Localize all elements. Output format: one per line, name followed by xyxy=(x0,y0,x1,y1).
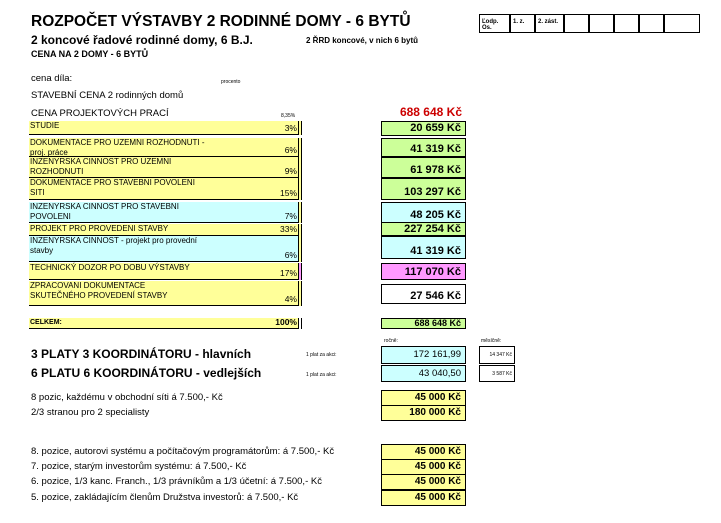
cost-row-value: 27 546 Kč xyxy=(381,284,466,304)
cost-row-label: DOKUMENTACE PRO STAVEBNI POVOLENI SITI xyxy=(30,178,195,197)
cost-row-pct: 6% xyxy=(284,250,297,260)
cost-row-label: ZPRACOVANI DOKUMENTACE SKUTEČNÉHO PROVEDENÍ STAVBY xyxy=(30,281,168,300)
header-cell[interactable] xyxy=(564,14,589,33)
cost-row-pct: 3% xyxy=(284,123,297,133)
position-value: 45 000 Kč xyxy=(381,390,466,406)
cost-row xyxy=(29,236,300,262)
row-bar xyxy=(298,281,302,306)
cost-row-label: PROJEKT PRO PROVEDENI STAVBY xyxy=(30,224,169,233)
header-cell[interactable] xyxy=(614,14,639,33)
cost-row-pct: 9% xyxy=(284,166,297,176)
cost-row-label: TECHNICKÝ DOZOR PO DOBU VÝSTAVBY xyxy=(30,263,190,272)
row-bar xyxy=(298,318,302,329)
cost-row-label: INZENYRSKA CINNOST - projekt pro provední stavby xyxy=(30,236,198,255)
cost-row-pct: 6% xyxy=(284,145,297,155)
cost-row xyxy=(29,224,300,236)
row-bar xyxy=(298,263,302,280)
coordinators-main-value: 172 161,99 xyxy=(381,346,466,364)
cost-row-pct: 17% xyxy=(279,268,297,278)
position-line: 7. pozice, starým investorům systému: á 7.500,- Kč xyxy=(31,461,247,472)
total-row xyxy=(29,318,300,329)
row-bar xyxy=(298,138,302,157)
row-bar xyxy=(298,236,302,262)
coordinators-main-note: 1 plat za akci: xyxy=(306,352,337,358)
position-value: 45 000 Kč xyxy=(381,474,466,490)
position-line: 2/3 stranou pro 2 specialisty xyxy=(31,407,150,418)
header-cell[interactable]: Ľodp. Os. xyxy=(479,14,510,33)
cost-row-value: 41 319 Kč xyxy=(381,138,466,157)
position-line: 8. pozice, autorovi systému a počítačovým programátorům: á 7.500,- Kč xyxy=(31,446,335,457)
header-cell[interactable] xyxy=(589,14,614,33)
position-value: 45 000 Kč xyxy=(381,490,466,506)
coordinators-side: 6 PLATU 6 KOORDINÁTORU - vedlejších xyxy=(31,366,262,380)
row-bar xyxy=(298,157,302,178)
total-pct: 100% xyxy=(275,317,297,327)
position-value: 45 000 Kč xyxy=(381,459,466,475)
rocne-label: ročně: xyxy=(384,338,398,344)
cost-row-value: 41 319 Kč xyxy=(381,236,466,259)
cost-row xyxy=(29,202,300,223)
cost-row-label: INZENYRSKA CINNOST PRO STAVEBNI POVOLENI xyxy=(30,202,179,221)
header-cell[interactable] xyxy=(639,14,664,33)
cost-row-pct: 4% xyxy=(284,294,297,304)
header-cell[interactable] xyxy=(664,14,700,33)
row-bar xyxy=(298,121,302,135)
cost-row-value: 61 978 Kč xyxy=(381,157,466,178)
cost-row-value: 117 070 Kč xyxy=(381,263,466,280)
coordinators-side-note: 1 plat za akci: xyxy=(306,372,337,378)
cost-row-label: INZENYRSKA CINNOST PRO UZEMNI ROZHODNUTI xyxy=(30,157,172,176)
position-line: 5. pozice, zakládajícím členům Družstva investorů: á 7.500,- Kč xyxy=(31,492,299,503)
position-value: 45 000 Kč xyxy=(381,444,466,460)
coordinators-side-month: 3 587 Kč xyxy=(479,365,515,382)
cost-row-value: 20 659 Kč xyxy=(381,121,466,136)
projekt-value: 688 648 Kč xyxy=(399,105,462,119)
position-line: 6. pozice, 1/3 kanc. Franch., 1/3 právníkům a 1/3 účetní: á 7.500,- Kč xyxy=(31,476,322,487)
projekt-pct: 8,35% xyxy=(281,113,296,119)
header-cell[interactable]: 2. zást. xyxy=(535,14,564,33)
cost-row-pct: 33% xyxy=(279,224,297,234)
cost-row-label: STUDIE xyxy=(30,121,60,130)
cost-row-value: 227 254 Kč xyxy=(381,222,466,236)
cost-row xyxy=(29,178,300,200)
cost-row xyxy=(29,157,300,178)
coordinators-main: 3 PLATY 3 KOORDINÁTORU - hlavních xyxy=(31,347,252,361)
cost-row xyxy=(29,263,300,280)
position-value: 180 000 Kč xyxy=(381,405,466,421)
row-bar xyxy=(298,178,302,200)
procento-label: procento xyxy=(221,79,241,85)
total-label: CELKEM: xyxy=(30,319,62,326)
coordinators-main-month: 14 347 Kč xyxy=(479,346,515,364)
cost-row xyxy=(29,138,300,157)
mesicne-label: měsíčně: xyxy=(481,338,502,344)
subtitle-right: 2 ŘRD koncové, v nich 6 bytů xyxy=(306,36,419,45)
cost-row-value: 48 205 Kč xyxy=(381,202,466,223)
cost-row-value: 103 297 Kč xyxy=(381,178,466,200)
total-value: 688 648 Kč xyxy=(381,318,466,329)
cena-dila-label: cena díla: xyxy=(31,73,73,84)
projekt-label: CENA PROJEKTOVÝCH PRACÍ xyxy=(31,108,169,119)
row-bar xyxy=(298,224,302,236)
cost-row-pct: 7% xyxy=(284,211,297,221)
coordinators-side-value: 43 040,50 xyxy=(381,365,466,382)
cost-row-pct: 15% xyxy=(279,188,297,198)
subtitle: 2 koncové řadové rodinné domy, 6 B.J. xyxy=(31,33,253,47)
cost-row xyxy=(29,121,300,135)
header-cell[interactable]: 1. z. xyxy=(510,14,535,33)
stavebni-cena-label: STAVEBNÍ CENA 2 rodinných domů xyxy=(31,90,184,101)
cost-row-label: DOKUMENTACE PRO UZEMNI ROZHODNUTI - proj. práce xyxy=(30,138,205,157)
row-bar xyxy=(298,202,302,223)
cost-row xyxy=(29,281,300,306)
caption: CENA NA 2 DOMY - 6 BYTŮ xyxy=(31,49,149,59)
page-title: ROZPOČET VÝSTAVBY 2 RODINNÉ DOMY - 6 BYTŮ xyxy=(31,13,411,30)
position-line: 8 pozic, každému v obchodní síti á 7.500,- Kč xyxy=(31,392,223,403)
